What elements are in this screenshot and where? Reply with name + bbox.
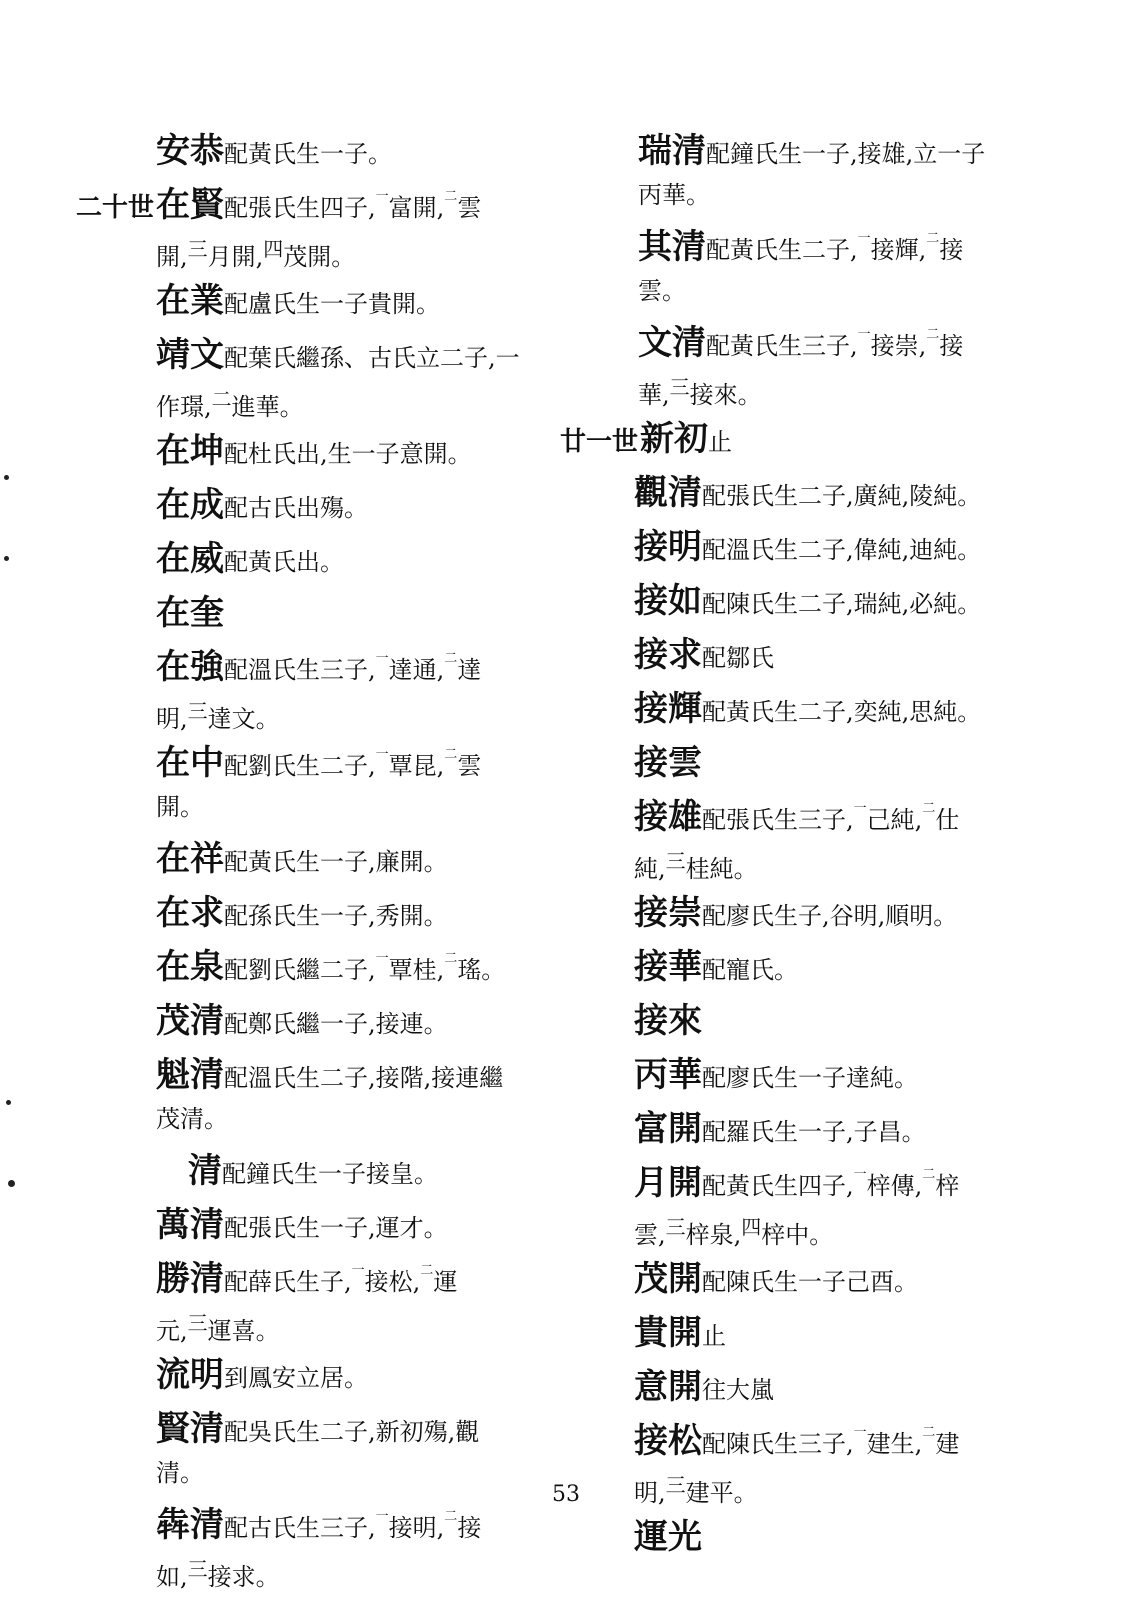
entry-continuation: 華,$^三$接來。 (638, 375, 762, 409)
entry-text: 配黃氏生三子,$^一$接崇,$^二$接 (706, 327, 964, 360)
entry-text: 配黃氏出。 (224, 548, 344, 576)
entry-first-line (76, 1148, 546, 1194)
entry-text: 配陳氏生二子,瑞純,必純。 (702, 590, 982, 618)
entry-text: 到鳳安立居。 (224, 1364, 368, 1392)
person-name: 勝清 (156, 1259, 224, 1299)
genealogy-entry (76, 1202, 546, 1248)
ordinal-marker: 一 (853, 801, 867, 816)
person-name: 在成 (156, 485, 224, 525)
entry-first-line (76, 1502, 546, 1548)
entry-first-line (76, 644, 546, 690)
entry-text: 配鄭氏繼一子,接連。 (224, 1010, 448, 1038)
ordinal-marker: 二 (922, 1167, 936, 1182)
person-name: 茂清 (156, 1001, 224, 1041)
genealogy-entry (560, 1364, 1040, 1410)
entry-text: 止 (702, 1322, 726, 1350)
entry-continuation: 純,$^三$桂純。 (634, 849, 758, 883)
genealogy-entry (76, 482, 546, 528)
person-name: 貴開 (634, 1313, 702, 1353)
scan-speck (8, 1180, 15, 1187)
entry-first-line (76, 998, 546, 1044)
ordinal-marker: 一 (351, 1263, 365, 1278)
genealogy-entry (76, 944, 546, 990)
person-name: 賢清 (156, 1409, 224, 1449)
ordinal-marker: 一 (375, 747, 389, 762)
genealogy-entry (560, 470, 1040, 516)
genealogy-entry (560, 416, 1040, 462)
ordinal-marker: 二 (926, 231, 940, 246)
genealogy-entry (560, 686, 1040, 732)
entry-first-line (76, 836, 546, 882)
genealogy-entry (76, 182, 546, 270)
person-name: 在祥 (156, 839, 224, 879)
person-name: 接來 (634, 1001, 702, 1041)
ordinal-marker: 一 (375, 951, 389, 966)
genealogy-entry (76, 428, 546, 474)
ordinal-marker: 三 (665, 1215, 686, 1239)
person-name: 接松 (634, 1421, 702, 1461)
genealogy-entry (76, 740, 546, 828)
person-name: 意開 (634, 1367, 702, 1407)
entry-first-line (560, 1106, 1040, 1152)
entry-text: 配廖氏生一子達純。 (702, 1064, 918, 1092)
entry-first-line (76, 890, 546, 936)
entry-first-line (560, 1052, 1040, 1098)
person-name: 流明 (156, 1355, 224, 1395)
entry-first-line (76, 944, 546, 990)
ordinal-marker: 四 (263, 237, 284, 261)
genealogy-entry (560, 998, 1040, 1044)
entry-text: 配葉氏繼孫、古氏立二子,一 (224, 344, 520, 372)
genealogy-entry (76, 1256, 546, 1344)
entry-first-line (560, 1514, 1040, 1560)
person-name: 接如 (634, 581, 702, 621)
person-name: 在泉 (156, 947, 224, 987)
entry-first-line (560, 1418, 1040, 1464)
person-name: 在賢 (156, 185, 224, 225)
ordinal-marker: 三 (187, 1557, 208, 1581)
ordinal-marker: 一 (853, 1167, 867, 1182)
entry-first-line (76, 536, 546, 582)
person-name: 接求 (634, 635, 702, 675)
entry-first-line (76, 1202, 546, 1248)
entry-continuation: 作璟,$^二$進華。 (156, 387, 304, 421)
genealogy-entry (76, 644, 546, 732)
genealogy-entry (560, 1160, 1040, 1248)
entry-first-line (560, 998, 1040, 1044)
person-name: 茂開 (634, 1259, 702, 1299)
person-name: 安恭 (156, 131, 224, 171)
left-column (76, 128, 546, 1598)
entry-first-line (560, 578, 1040, 624)
ordinal-marker: 二 (926, 327, 940, 342)
entry-first-line (76, 128, 546, 174)
entry-first-line (76, 590, 546, 636)
person-name: 靖文 (156, 335, 224, 375)
genealogy-entry (76, 1052, 546, 1140)
entry-text: 配廖氏生子,谷明,順明。 (702, 902, 958, 930)
entry-continuation: 開,$^三$月開,$^四$茂開。 (156, 237, 356, 271)
entry-continuation: 丙華。 (638, 181, 710, 209)
person-name: 月開 (634, 1163, 702, 1203)
person-name: 清 (188, 1151, 222, 1191)
entry-continuation: 茂清。 (156, 1105, 228, 1133)
genealogy-entry (76, 1406, 546, 1494)
ordinal-marker: 三 (187, 699, 208, 723)
ordinal-marker: 二 (444, 651, 458, 666)
ordinal-marker: 一 (375, 189, 389, 204)
entry-continuation: 雲,$^三$梓泉,$^四$梓中。 (634, 1215, 834, 1249)
scan-speck (6, 1100, 11, 1105)
genealogy-entry (560, 1256, 1040, 1302)
entry-first-line (560, 1310, 1040, 1356)
person-name: 接雲 (634, 743, 702, 783)
entry-first-line (76, 1406, 546, 1452)
entry-text: 配黃氏生四子,$^一$梓傳,$^二$梓 (702, 1167, 960, 1200)
ordinal-marker: 二 (444, 1509, 458, 1524)
person-name: 在威 (156, 539, 224, 579)
entry-text: 配黃氏生一子。 (224, 140, 392, 168)
genealogy-entry (560, 224, 1040, 312)
entry-first-line (560, 1256, 1040, 1302)
entry-first-line (76, 182, 546, 228)
entry-text: 配吳氏生二子,新初殤,觀 (224, 1418, 480, 1446)
entry-first-line (560, 1364, 1040, 1410)
ordinal-marker: 二 (922, 801, 936, 816)
entry-first-line (76, 482, 546, 528)
person-name: 魁清 (156, 1055, 224, 1095)
entry-text: 配孫氏生一子,秀開。 (224, 902, 448, 930)
entry-continuation: 明,$^三$達文。 (156, 699, 280, 733)
entry-first-line (560, 128, 1040, 174)
entry-text: 配陳氏生三子,$^一$建生,$^二$建 (702, 1425, 960, 1458)
entry-first-line (560, 944, 1040, 990)
entry-text: 配黃氏生二子,奕純,思純。 (702, 698, 982, 726)
entry-text: 配鐘氏生一子接皇。 (222, 1160, 438, 1188)
person-name: 新初 (640, 419, 708, 459)
person-name: 瑞清 (638, 131, 706, 171)
entry-text: 配羅氏生一子,子昌。 (702, 1118, 926, 1146)
entry-text: 配溫氏生三子,$^一$達通,$^二$達 (224, 651, 482, 684)
ordinal-marker: 二 (444, 951, 458, 966)
person-name: 在奎 (156, 593, 224, 633)
person-name: 在業 (156, 281, 224, 321)
entry-text: 配古氏出殤。 (224, 494, 368, 522)
ordinal-marker: 一 (857, 231, 871, 246)
entry-text: 配張氏生三子,$^一$己純,$^二$仕 (702, 801, 960, 834)
person-name: 在坤 (156, 431, 224, 471)
entry-text: 配黃氏生一子,廉開。 (224, 848, 448, 876)
genealogy-entry (560, 890, 1040, 936)
page-number: 53 (552, 1482, 580, 1507)
ordinal-marker: 二 (444, 189, 458, 204)
person-name: 犇清 (156, 1505, 224, 1545)
ordinal-marker: 四 (741, 1215, 762, 1239)
ordinal-marker: 三 (665, 1473, 686, 1497)
entry-continuation: 明,$^三$建平。 (634, 1473, 758, 1507)
person-name: 其清 (638, 227, 706, 267)
ordinal-marker: 二 (444, 747, 458, 762)
genealogy-entry (76, 278, 546, 324)
entry-text: 往大嵐 (702, 1376, 774, 1404)
ordinal-marker: 二 (922, 1425, 936, 1440)
genealogy-entry (560, 578, 1040, 624)
person-name: 觀清 (634, 473, 702, 513)
genealogy-entry (76, 332, 546, 420)
ordinal-marker: 三 (187, 237, 208, 261)
entry-text: 配張氏生四子,$^一$富開,$^二$雲 (224, 189, 482, 222)
genealogy-entry (560, 794, 1040, 882)
genealogy-entry (560, 1052, 1040, 1098)
genealogy-entry (560, 944, 1040, 990)
genealogy-entry (560, 632, 1040, 678)
entry-text: 配鐘氏生一子,接雄,立一子 (706, 140, 986, 168)
entry-continuation: 開。 (156, 793, 204, 821)
genealogy-entry (560, 320, 1040, 408)
entry-text: 配薛氏生子,$^一$接松,$^二$運 (224, 1263, 458, 1296)
person-name: 在中 (156, 743, 224, 783)
ordinal-marker: 一 (375, 1509, 389, 1524)
person-name: 接輝 (634, 689, 702, 729)
genealogy-entry (560, 740, 1040, 786)
entry-text: 配張氏生二子,廣純,陵純。 (702, 482, 982, 510)
scan-speck (4, 556, 9, 561)
entry-first-line (76, 1352, 546, 1398)
genealogy-entry (560, 524, 1040, 570)
genealogy-entry (76, 890, 546, 936)
person-name: 接明 (634, 527, 702, 567)
genealogy-entry (76, 1352, 546, 1398)
entry-text: 配張氏生一子,運才。 (224, 1214, 448, 1242)
genealogy-entry (76, 1148, 546, 1194)
ordinal-marker: 二 (420, 1263, 434, 1278)
entry-first-line (560, 890, 1040, 936)
scan-speck (4, 475, 9, 480)
entry-first-line (76, 740, 546, 786)
genealogy-entry (76, 998, 546, 1044)
entry-first-line (560, 224, 1040, 270)
genealogy-entry (76, 128, 546, 174)
entry-first-line (560, 470, 1040, 516)
entry-first-line (560, 320, 1040, 366)
ordinal-marker: 一 (857, 327, 871, 342)
entry-continuation: 如,$^三$接求。 (156, 1557, 280, 1591)
person-name: 丙華 (634, 1055, 702, 1095)
entry-continuation: 雲。 (638, 277, 686, 305)
genealogy-entry (76, 536, 546, 582)
genealogy-entry (76, 590, 546, 636)
entry-first-line (76, 1256, 546, 1302)
ordinal-marker: 一 (375, 651, 389, 666)
generation-label: 廿一世 (560, 427, 639, 457)
genealogy-entry (76, 1502, 546, 1590)
entry-first-line (76, 332, 546, 378)
genealogy-entry (560, 1514, 1040, 1560)
person-name: 運光 (634, 1517, 702, 1557)
entry-first-line (560, 524, 1040, 570)
person-name: 在強 (156, 647, 224, 687)
ordinal-marker: 一 (853, 1425, 867, 1440)
person-name: 萬清 (156, 1205, 224, 1245)
entry-first-line (560, 740, 1040, 786)
entry-first-line (560, 416, 1040, 462)
right-column (560, 128, 1040, 1568)
genealogy-entry (560, 128, 1040, 216)
entry-text: 配黃氏生二子,$^一$接輝,$^二$接 (706, 231, 964, 264)
genealogy-entry (560, 1106, 1040, 1152)
generation-label: 二十世 (76, 193, 155, 223)
entry-first-line (560, 1160, 1040, 1206)
person-name: 接華 (634, 947, 702, 987)
entry-text: 配盧氏生一子貴開。 (224, 290, 440, 318)
ordinal-marker: 二 (211, 387, 232, 411)
person-name: 文清 (638, 323, 706, 363)
entry-first-line (76, 278, 546, 324)
genealogy-entry (560, 1310, 1040, 1356)
entry-text: 配溫氏生二子,偉純,迪純。 (702, 536, 982, 564)
entry-text: 配溫氏生二子,接階,接連繼 (224, 1064, 504, 1092)
person-name: 接崇 (634, 893, 702, 933)
entry-first-line (76, 428, 546, 474)
entry-continuation: 清。 (156, 1459, 204, 1487)
entry-first-line (76, 1052, 546, 1098)
ordinal-marker: 三 (669, 375, 690, 399)
entry-first-line (560, 686, 1040, 732)
entry-first-line (560, 794, 1040, 840)
entry-text: 止 (708, 428, 732, 456)
entry-text: 配劉氏生二子,$^一$覃昆,$^二$雲 (224, 747, 482, 780)
entry-text: 配鄒氏 (702, 644, 774, 672)
entry-text: 配陳氏生一子己酉。 (702, 1268, 918, 1296)
ordinal-marker: 三 (665, 849, 686, 873)
entry-first-line (560, 632, 1040, 678)
entry-text: 配寵氏。 (702, 956, 798, 984)
ordinal-marker: 三 (187, 1311, 208, 1335)
entry-text: 配劉氏繼二子,$^一$覃桂,$^二$瑤。 (224, 951, 506, 984)
person-name: 接雄 (634, 797, 702, 837)
genealogy-entry (76, 836, 546, 882)
entry-text: 配杜氏出,生一子意開。 (224, 440, 472, 468)
entry-text: 配古氏生三子,$^一$接明,$^二$接 (224, 1509, 482, 1542)
person-name: 在求 (156, 893, 224, 933)
entry-continuation: 元,$^三$運喜。 (156, 1311, 280, 1345)
person-name: 富開 (634, 1109, 702, 1149)
